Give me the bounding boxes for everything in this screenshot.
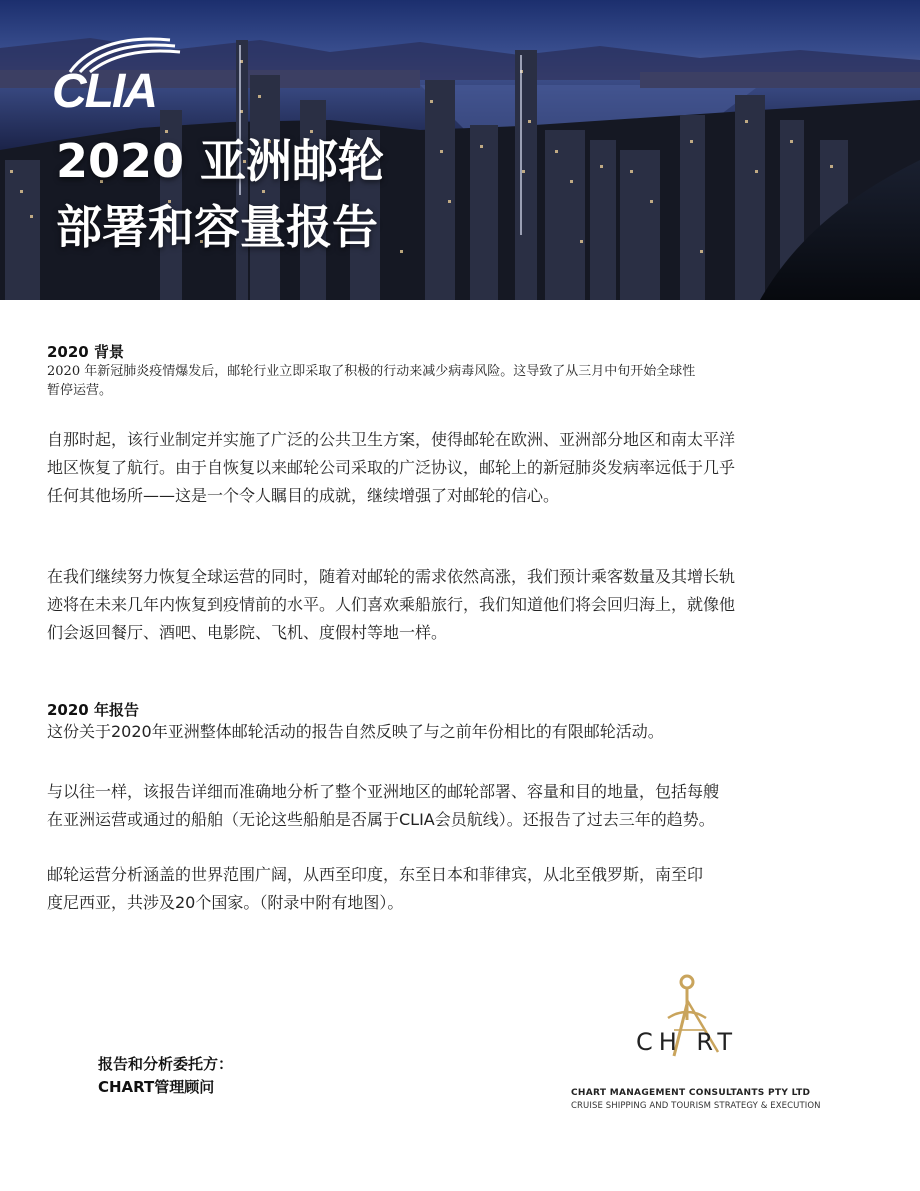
chart-logo-figure-icon bbox=[630, 970, 830, 1080]
text-line: 与以往一样，该报告详细而准确地分析了整个亚洲地区的邮轮部署、容量和目的地量，包括每艘 bbox=[47, 782, 720, 801]
report-heading: 2020 年报告 bbox=[47, 701, 139, 719]
background-heading: 2020 背景 bbox=[47, 343, 124, 361]
report-paragraph-1 bbox=[47, 778, 837, 834]
background-intro bbox=[47, 362, 837, 400]
report-body bbox=[47, 342, 837, 917]
text-line: 在我们继续努力恢复全球运营的同时，随着对邮轮的需求依然高涨，我们预计乘客数量及其增长轨 bbox=[47, 567, 736, 586]
background-paragraph-1 bbox=[47, 426, 837, 510]
report-title bbox=[56, 128, 384, 260]
text-line: 度尼西亚，共涉及20个国家。（附录中附有地图）。 bbox=[47, 893, 404, 912]
report-paragraph-2 bbox=[47, 861, 837, 917]
chart-logo-wordmark: CH RT bbox=[636, 1028, 739, 1056]
text-line: 自那时起，该行业制定并实施了广泛的公共卫生方案，使得邮轮在欧洲、亚洲部分地区和南太平洋 bbox=[47, 430, 736, 449]
commissioned-by-label: 报告和分析委托方： bbox=[98, 1055, 234, 1073]
commissioned-by-name: CHART管理顾问 bbox=[98, 1078, 215, 1096]
clia-logo: CLIA bbox=[52, 65, 156, 118]
chart-tagline: CRUISE SHIPPING AND TOURISM STRATEGY & EXECUTION bbox=[571, 1101, 821, 1111]
text-line: 迹将在未来几年内恢复到疫情前的水平。人们喜欢乘船旅行，我们知道他们将会回归海上，就像他 bbox=[47, 595, 736, 614]
report-intro bbox=[47, 720, 837, 744]
text-line: 任何其他场所——这是一个令人瞩目的成就，继续增强了对邮轮的信心。 bbox=[47, 486, 560, 505]
text-line: 邮轮运营分析涵盖的世界范围广阔，从西至印度，东至日本和菲律宾，从北至俄罗斯，南至印 bbox=[47, 865, 704, 884]
text-line: 2020 年新冠肺炎疫情爆发后，邮轮行业立即采取了积极的行动来减少病毒风险。这导致了从三月中旬开始全球性 bbox=[47, 364, 696, 379]
text-line: 暂停运营。 bbox=[47, 383, 113, 398]
report-title-line2: 部署和容量报告 bbox=[56, 200, 378, 254]
text-line: 在亚洲运营或通过的船舶（无论这些船舶是否属于CLIA会员航线）。还报告了过去三年的趋势。 bbox=[47, 810, 715, 829]
background-paragraph-2 bbox=[47, 563, 837, 647]
commissioned-by bbox=[98, 1053, 233, 1099]
text-line: 们会返回餐厅、酒吧、电影院、飞机、度假村等地一样。 bbox=[47, 623, 448, 642]
report-title-line1: 2020 亚洲邮轮 bbox=[56, 134, 385, 188]
chart-company-name: CHART MANAGEMENT CONSULTANTS PTY LTD bbox=[571, 1088, 811, 1098]
hero-banner bbox=[0, 0, 920, 300]
text-line: 地区恢复了航行。由于自恢复以来邮轮公司采取的广泛协议，邮轮上的新冠肺炎发病率远低于几乎 bbox=[47, 458, 736, 477]
text-line: 这份关于2020年亚洲整体邮轮活动的报告自然反映了与之前年份相比的有限邮轮活动。 bbox=[47, 722, 664, 741]
